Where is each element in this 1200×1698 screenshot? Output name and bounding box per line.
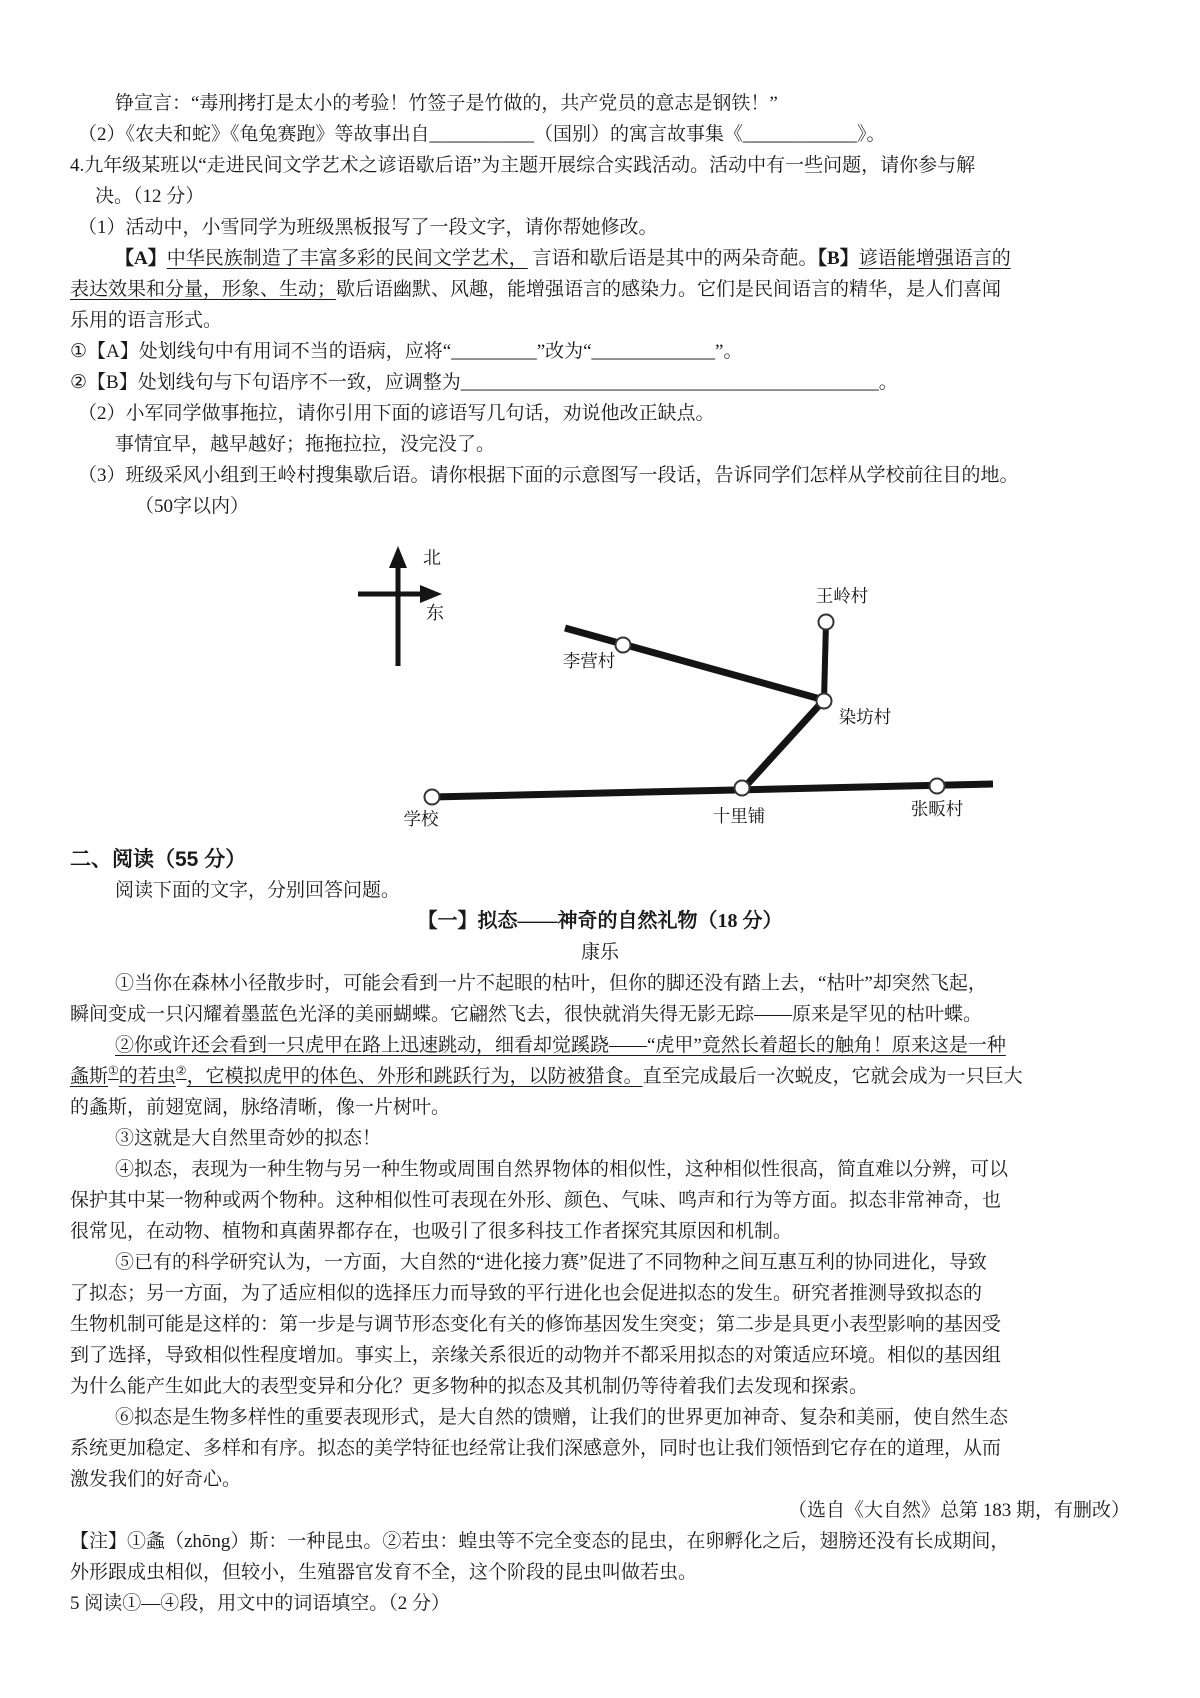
reading-title: 【一】拟态——神奇的自然礼物（18 分） <box>417 910 783 932</box>
section2-intro-line: 阅读下面的文字，分别回答问题。 <box>115 880 401 901</box>
reading-author: 康乐 <box>580 942 619 963</box>
q4-passage-line1 <box>70 243 1130 274</box>
para5-line4: 到了选择，导致相似性程度增加。事实上，亲缘关系很近的动物并不都采用拟态的对策适应环境。相似的基因组 <box>70 1345 1002 1366</box>
question5-line: 5 阅读①—④段，用文中的词语填空。（2 分） <box>70 1593 451 1614</box>
route-map-diagram <box>70 526 1130 844</box>
tag-b: 【B】 <box>817 248 859 269</box>
note-ref-2: ② <box>175 1063 187 1078</box>
node-shilipu <box>735 781 750 796</box>
q4-sub1-line: （1）活动中，小雪同学为班级黑板报写了一段文字，请你帮她修改。 <box>78 217 658 238</box>
para4-line2: 保护其中某一物种或两个物种。这种相似性可表现在外形、颜色、气味、鸣声和行为等方面。拟态非常神奇，也 <box>70 1190 1002 1211</box>
compass-north-arrowhead-icon <box>389 546 407 568</box>
q4-passage-line3: 乐用的语言形式。 <box>70 310 223 331</box>
node-liying-village <box>616 638 631 653</box>
node-school <box>425 790 440 805</box>
para2-underlined-2a: 螽斯 <box>70 1066 109 1087</box>
section2-heading: 二、阅读（55 分） <box>70 848 247 871</box>
passage-b-underlined-1: 谚语能增强语言的 <box>858 248 1011 269</box>
q4-passage-line2 <box>70 274 1130 305</box>
node-wangling-village <box>819 615 834 630</box>
label-school: 学校 <box>403 809 439 829</box>
footnote-line2: 外形跟成虫相似，但较小，生殖器官发育不全，这个阶段的昆虫叫做若虫。 <box>70 1562 698 1583</box>
q4-proverb-line: 事情宜早，越早越好；拖拖拉拉，没完没了。 <box>115 434 496 455</box>
label-liying-village: 李营村 <box>562 651 616 671</box>
para6-line1: ⑥拟态是生物多样性的重要表现形式，是大自然的馈赠，让我们的世界更加神奇、复杂和美丽，使自然生态 <box>115 1407 1009 1428</box>
q4-sub3-limit-line: （50字以内） <box>135 496 250 517</box>
para5-line1: ⑤已有的科学研究认为，一方面，大自然的“进化接力赛”促进了不同物种之间互惠互利的协同进化，导致 <box>115 1252 987 1273</box>
node-zhangfan-village <box>930 779 945 794</box>
para5-line3: 生物机制可能是这样的：第一步是与调节形态变化有关的修饰基因发生突变；第二步是具更小表型影响的基因受 <box>70 1314 1002 1335</box>
para6-line2: 系统更加稳定、多样和有序。拟态的美学特征也经常让我们深感意外，同时也让我们领悟到它存在的道理，从而 <box>70 1438 1002 1459</box>
source-attribution-line: （选自《大自然》总第 183 期，有删改） <box>787 1500 1130 1521</box>
passage-b-rest: 歇后语幽默、风趣，能增强语言的感染力。它们是民间语言的精华，是人们喜闻 <box>336 279 1002 300</box>
passage-b-underlined-2: 表达效果和分量，形象、生动； <box>70 279 337 300</box>
footnote-line1: 【注】①螽（zhōng）斯：一种昆虫。②若虫：蝗虫等不完全变态的昆虫，在卵孵化之后，翅膀还没有长成期间， <box>70 1531 1010 1552</box>
para4-line1: ④拟态，表现为一种生物与另一种生物或周围自然界物体的相似性，这种相似性很高，简直难以分辨，可以 <box>115 1159 1009 1180</box>
q4-intro-line2: 决。（12 分） <box>95 186 205 207</box>
q4-sub3-line: （3）班级采风小组到王岭村搜集歇后语。请你根据下面的示意图写一段话，告诉同学们怎样从学校前往目的地。 <box>78 465 1019 486</box>
compass-north-label: 北 <box>423 548 441 568</box>
para5-line5: 为什么能产生如此大的表型变异和分化？更多物种的拟态及其机制仍等待着我们去发现和探索。 <box>70 1376 869 1397</box>
q3-quote-line: 铮宣言：“毒刑拷打是太小的考验！竹签子是竹做的，共产党员的意志是钢铁！” <box>115 93 778 114</box>
q4-intro-line1: 4.九年级某班以“走进民间文学艺术之谚语歇后语”为主题开展综合实践活动。活动中有一些问题，请你参与解 <box>70 155 976 176</box>
label-wangling-village: 王岭村 <box>815 586 869 606</box>
road-school-to-east <box>432 784 993 797</box>
para2-line3: 的螽斯，前翅宽阔，脉络清晰，像一片树叶。 <box>70 1097 451 1118</box>
para6-line3: 激发我们的好奇心。 <box>70 1469 242 1490</box>
compass <box>358 546 444 666</box>
para2-line2 <box>70 1061 1130 1092</box>
q3-item2-line: （2）《农夫和蛇》《龟兔赛跑》等故事出自___________（国别）的寓言故事集《____________》。 <box>78 124 886 145</box>
tag-a: 【A】 <box>115 248 167 269</box>
compass-east-label: 东 <box>426 603 444 623</box>
para2-line1 <box>70 1030 1130 1061</box>
label-ranfang-village: 染坊村 <box>838 707 892 727</box>
q4-question2-line: ②【B】处划线句与下句语序不一致，应调整为____________________________________________。 <box>70 372 898 393</box>
para2-underlined-2c: ，它模拟虎甲的体色、外形和跳跃行为，以防被猎食。 <box>186 1066 643 1087</box>
para2-rest: 直至完成最后一次蜕皮，它就会成为一只巨大 <box>642 1066 1023 1087</box>
para3-line: ③这就是大自然里奇妙的拟态！ <box>115 1128 382 1149</box>
para2-underlined-1: ②你或许还会看到一只虎甲在路上迅速跳动，细看却觉蹊跷——“虎甲”竟然长着超长的触角！原来这是一种 <box>115 1035 1006 1056</box>
para4-line3: 很常见，在动物、植物和真菌界都存在，也吸引了很多科技工作者探究其原因和机制。 <box>70 1221 793 1242</box>
passage-a-underlined: 中华民族制造了丰富多彩的民间文学艺术， <box>166 248 528 269</box>
para2-underlined-2b: 的若虫 <box>118 1066 176 1087</box>
para1-line1: ①当你在森林小径散步时，可能会看到一片不起眼的枯叶，但你的脚还没有踏上去，“枯叶”却突然飞起， <box>115 973 987 994</box>
q4-question1-line: ①【A】处划线句中有用词不当的语病，应将“_________”改为“_____________”。 <box>70 341 743 362</box>
para5-line2: 了拟态；另一方面，为了适应相似的选择压力而导致的平行进化也会促进拟态的发生。研究者推测导致拟态的 <box>70 1283 983 1304</box>
road-ranfang-to-shilipu <box>743 700 824 789</box>
q4-sub2-line: （2）小军同学做事拖拉，请你引用下面的谚语写几句话，劝说他改正缺点。 <box>78 403 715 424</box>
road-wangling-to-ranfang <box>824 622 826 701</box>
note-ref-1: ① <box>108 1063 119 1078</box>
para1-line2: 瞬间变成一只闪耀着墨蓝色光泽的美丽蝴蝶。它翩然飞去，很快就消失得无影无踪——原来是罕见的枯叶蝶。 <box>70 1004 983 1025</box>
compass-east-arrowhead-icon <box>420 585 442 603</box>
label-shilipu: 十里铺 <box>712 806 766 826</box>
passage-a-rest: 言语和歇后语是其中的两朵奇葩。 <box>527 248 818 269</box>
label-zhangfan-village: 张畈村 <box>910 799 964 819</box>
node-ranfang-village <box>817 694 832 709</box>
